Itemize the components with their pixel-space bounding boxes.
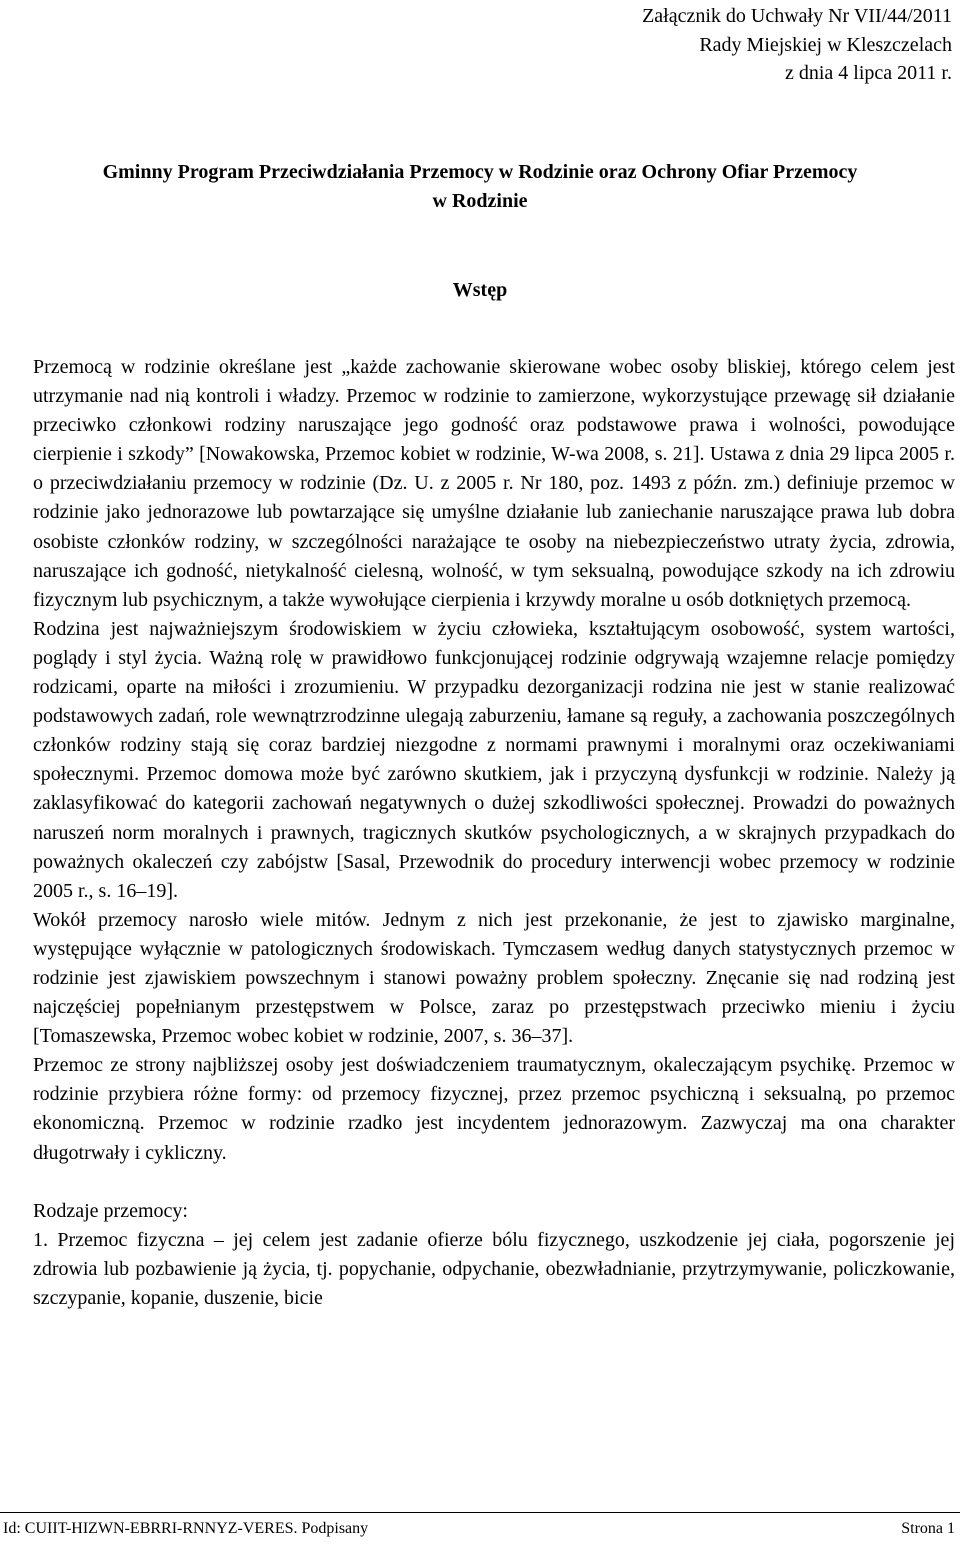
footer-divider	[0, 1512, 960, 1513]
section-heading-introduction: Wstęp	[452, 279, 508, 301]
document-body	[33, 353, 955, 1313]
header-line-council: Rady Miejskiej w Kleszczelach	[699, 33, 952, 56]
types-heading: Rodzaje przemocy:	[33, 1199, 188, 1222]
document-title-line-1: Gminny Program Przeciwdziałania Przemocy w Rodzinie oraz Ochrony Ofiar Przemocy	[102, 161, 858, 183]
header-line-date: z dnia 4 lipca 2011 r.	[785, 62, 952, 84]
paragraph-family: Rodzina jest najważniejszym środowiskiem w życiu człowieka, kształtującym osobowość, system wartości, poglądy i styl życia. Ważną rolę w prawidłowo funkcjonującej rodzinie odgrywają wzajemne relacje pomiędzy rodzicami, oparte na miłości i zrozumieniu. W przypadku dezorganizacji rodzina nie jest w stanie realizować podstawowych zadań, role wewnątrzrodzinne ulegają zaburzeniu, łamane są reguły, a zachowania poszczególnych członków rodziny stają się coraz bardziej niezgodne z normami prawnymi i moralnymi oraz oczekiwaniami społecznymi. Przemoc domowa może być zarówno skutkiem, jak i przyczyną dysfunkcji w rodzinie. Należy ją zaklasyfikować do kategorii zachowań negatywnych o dużej szkodliwości społecznej. Prowadzi do poważnych naruszeń norm moralnych i prawnych, tragicznych skutków psychologicznych, a w skrajnych przypadkach do poważnych okaleczeń czy zabójstw [Sasal, Przewodnik do procedury interwencji wobec przemocy w rodzinie 2005 r., s. 16–19].	[33, 617, 955, 902]
page-number: Strona 1	[901, 1520, 955, 1537]
paragraph-myths: Wokół przemocy narosło wiele mitów. Jednym z nich jest przekonanie, że jest to zjawisko marginalne, występujące wyłącznie w patologicznych środowiskach. Tymczasem według danych statystycznych przemoc w rodzinie jest zjawiskiem powszechnym i stanowi poważny problem społeczny. Znęcanie się nad rodziną jest najczęściej popełnianym przestępstwem w Polsce, zaraz po przestępstwach przeciwko mieniu i życiu [Tomaszewska, Przemoc wobec kobiet w rodzinie, 2007, s. 36–37].	[33, 908, 955, 1048]
document-title-line-2: w Rodzinie	[432, 190, 528, 212]
document-title	[0, 158, 960, 216]
types-item-physical: 1. Przemoc fizyczna – jej celem jest zadanie ofierze bólu fizycznego, uszkodzenie jej ciała, pogorszenie jej zdrowia lub pozbawienie ją życia, tj. popychanie, odpychanie, obezwładnianie, przytrzymywanie, policzkowanie, szczypanie, kopanie, duszenie, bicie	[33, 1228, 955, 1309]
attachment-header	[642, 2, 952, 88]
page-footer	[0, 1519, 955, 1539]
paragraph-definition: Przemocą w rodzinie określane jest „każde zachowanie skierowane wobec osoby bliskiej, którego celem jest utrzymanie nad nią kontroli i władzy. Przemoc w rodzinie to zamierzone, wykorzystujące przewagę sił działanie przeciwko członkowi rodziny naruszające jego godność oraz podstawowe prawa i wolności, powodujące cierpienie i szkody” [Nowakowska, Przemoc kobiet w rodzinie, W-wa 2008, s. 21]. Ustawa z dnia 29 lipca 2005 r. o przeciwdziałaniu przemocy w rodzinie (Dz. U. z 2005 r. Nr 180, poz. 1493 z późn. zm.) definiuje przemoc w rodzinie jako jednorazowe lub powtarzające się umyślne działanie lub zaniechanie naruszające prawa lub dobra osobiste członków rodziny, w szczególności narażające te osoby na niebezpieczeństwo utraty życia, zdrowia, naruszające ich godność, nietykalność cielesną, wolność, w tym seksualną, powodujące szkody na ich zdrowiu fizycznym lub psychicznym, a także wywołujące cierpienia i krzywdy moralne u osób dotkniętych przemocą.	[33, 356, 955, 611]
paragraph-trauma: Przemoc ze strony najbliższej osoby jest doświadczeniem traumatycznym, okaleczającym psychikę. Przemoc w rodzinie przybiera różne formy: od przemocy fizycznej, przez przemoc psychiczną i seksualną, po przemoc ekonomiczną. Przemoc w rodzinie rzadko jest incydentem jednorazowym. Zazwyczaj ma ona charakter długotrwały i cykliczny.	[33, 1054, 955, 1164]
header-line-resolution: Załącznik do Uchwały Nr VII/44/2011	[642, 5, 952, 27]
document-id: Id: CUIIT-HIZWN-EBRRI-RNNYZ-VERES. Podpisany	[3, 1520, 369, 1537]
